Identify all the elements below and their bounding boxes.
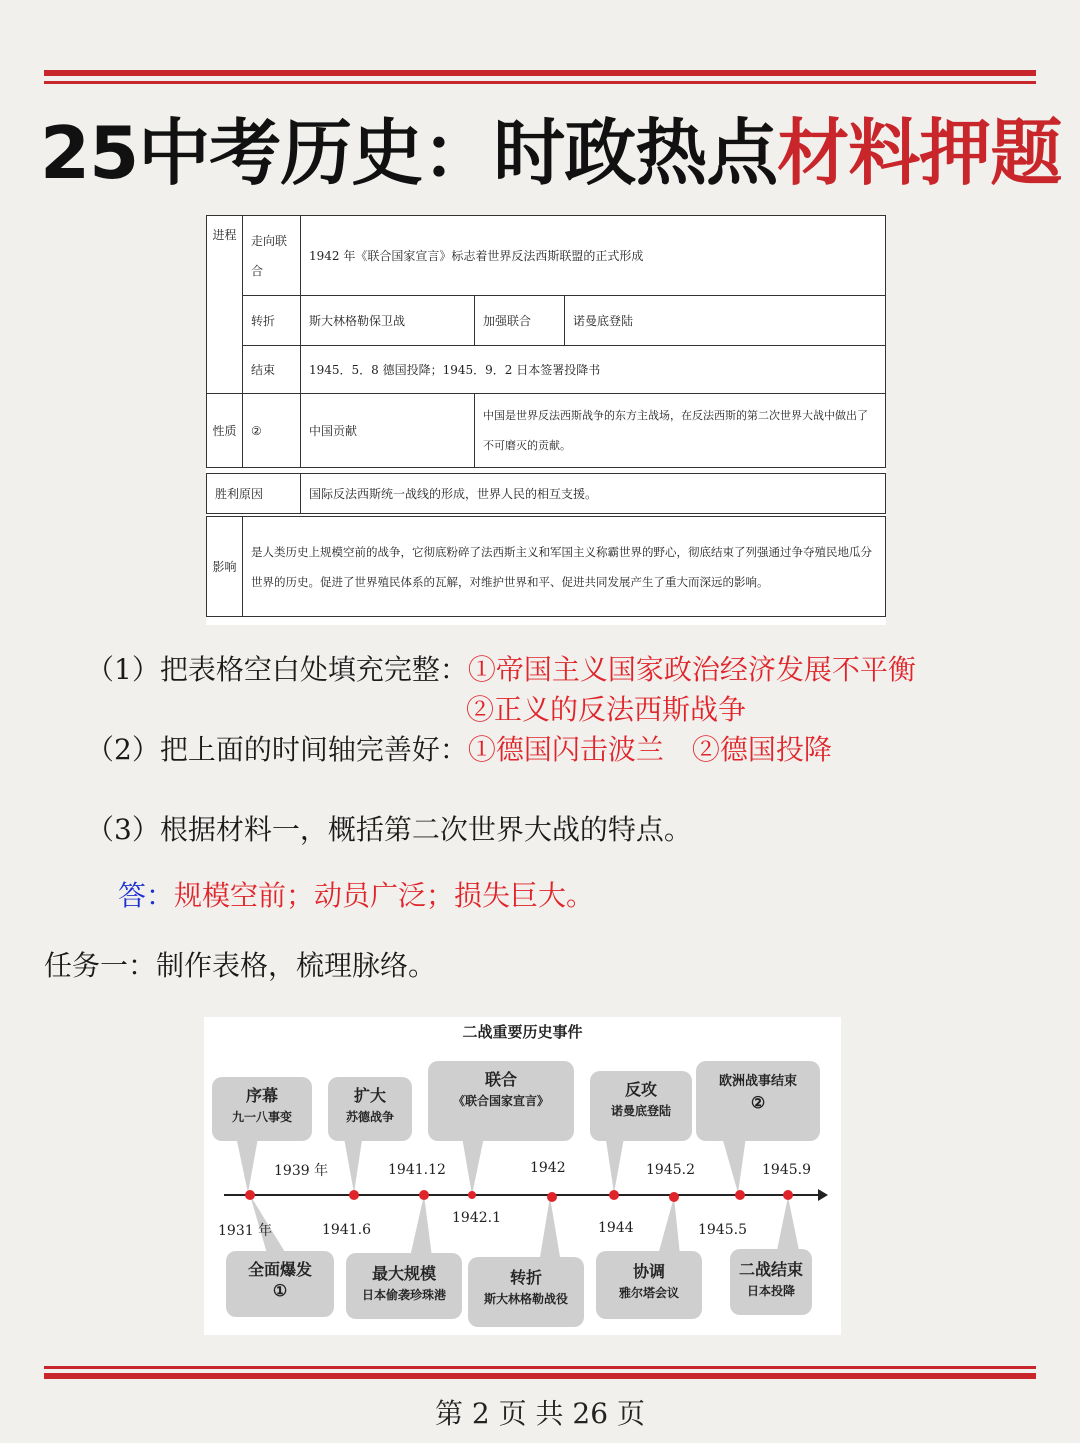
event-heading: 序幕 <box>245 1086 278 1105</box>
page-title <box>40 108 1062 198</box>
nature-blank: ② <box>243 394 301 468</box>
event-heading: 反攻 <box>624 1080 657 1099</box>
q2-prompt: （2）把上面的时间轴完善好： <box>86 733 468 766</box>
event-bubble <box>468 1257 584 1327</box>
nature-label: 性质 <box>207 394 243 468</box>
question-2 <box>86 730 832 770</box>
row-cell: 加强联合 <box>475 296 565 346</box>
event-heading: 最大规模 <box>371 1264 436 1283</box>
title-highlight: 材料押题 <box>777 111 1062 195</box>
timeline-figure <box>204 1017 841 1335</box>
row-content: 1945．5．8 德国投降；1945．9．2 日本签署投降书 <box>301 346 886 394</box>
answer-label: 答： <box>118 879 175 912</box>
event-heading: 二战结束 <box>738 1260 803 1279</box>
event-bubble <box>328 1077 412 1141</box>
process-label: 进程 <box>207 216 243 394</box>
event-bubble <box>212 1077 312 1141</box>
row-cell: 斯大林格勒保卫战 <box>301 296 475 346</box>
date-label: 1945.2 <box>646 1162 695 1178</box>
date-label: 1941.6 <box>322 1222 371 1238</box>
row-content: 1942 年《联合国家宣言》标志着世界反法西斯联盟的正式形成 <box>301 216 886 296</box>
top-rule-thin <box>44 81 1036 84</box>
row-label: 走向联合 <box>243 216 301 296</box>
q2-answer: ①德国闪击波兰 ②德国投降 <box>467 733 832 766</box>
task-heading: 任务一：制作表格，梳理脉络。 <box>44 949 437 982</box>
answer-text: 规模空前；动员广泛；损失巨大。 <box>174 879 595 912</box>
event-detail: 九一八事变 <box>231 1110 292 1124</box>
table-row <box>207 216 886 296</box>
page-indicator: 第 2 页 共 26 页 <box>435 1397 645 1430</box>
q1-answer-2: ②正义的反法西斯战争 <box>466 693 747 726</box>
row-label: 转折 <box>243 296 301 346</box>
event-heading: 全面爆发 <box>247 1260 312 1279</box>
question-3: （3）根据材料一，概括第二次世界大战的特点。 <box>86 813 692 846</box>
row-cell: 诺曼底登陆 <box>565 296 886 346</box>
date-label: 1941.12 <box>388 1162 446 1178</box>
top-rule-thick <box>44 70 1036 76</box>
date-label: 1945.9 <box>762 1162 811 1178</box>
event-bubble <box>346 1253 462 1319</box>
influence-label: 影响 <box>207 517 243 617</box>
event-heading: 协调 <box>632 1262 665 1281</box>
table-row <box>207 346 886 394</box>
date-label: 1944 <box>598 1220 634 1236</box>
date-label: 1931 年 <box>218 1223 273 1239</box>
victory-text: 国际反法西斯统一战线的形成，世界人民的相互支援。 <box>301 474 886 514</box>
event-detail: 苏德战争 <box>345 1110 394 1124</box>
event-detail: 日本偷袭珍珠港 <box>361 1288 446 1302</box>
date-label: 1942.1 <box>452 1210 501 1226</box>
history-table <box>206 215 886 625</box>
event-detail: ② <box>750 1093 766 1112</box>
date-label: 1942 <box>530 1160 566 1176</box>
table-row <box>207 474 886 514</box>
q1-answer-1: ①帝国主义国家政治经济发展不平衡 <box>467 653 916 686</box>
date-label: 1945.5 <box>698 1222 747 1238</box>
influence-text: 是人类历史上规模空前的战争，它彻底粉碎了法西斯主义和军国主义称霸世界的野心，彻底结束了列强通过争夺殖民地瓜分世界的历史。促进了世界殖民体系的瓦解，对维护世界和平、促进共同发展产生了重大而深远的影响。 <box>243 517 886 617</box>
table-row <box>207 296 886 346</box>
event-heading: 联合 <box>484 1070 517 1089</box>
event-bubble <box>590 1071 692 1141</box>
date-label: 1939 年 <box>274 1163 329 1179</box>
event-bubble <box>696 1061 820 1141</box>
victory-label: 胜利原因 <box>207 474 301 514</box>
table-influence <box>206 516 886 617</box>
event-bubble <box>596 1251 702 1319</box>
event-detail: 诺曼底登陆 <box>610 1104 671 1118</box>
timeline-title: 二战重要历史事件 <box>462 1023 583 1041</box>
event-detail: 日本投降 <box>746 1284 795 1298</box>
nature-text: 中国是世界反法西斯战争的东方主战场，在反法西斯的第二次世界大战中做出了不可磨灭的贡献。 <box>475 394 886 468</box>
event-bubble <box>730 1249 812 1315</box>
table-row <box>207 394 886 468</box>
event-heading: 扩大 <box>353 1086 386 1105</box>
bottom-rule-thick <box>44 1373 1036 1379</box>
title-main: 25中考历史：时政热点 <box>40 111 778 195</box>
table-top <box>206 215 886 468</box>
event-detail: ① <box>272 1281 288 1300</box>
q1-prompt: （1）把表格空白处填充完整： <box>86 653 468 686</box>
event-heading: 转折 <box>509 1268 542 1287</box>
event-heading: 欧洲战事结束 <box>718 1074 797 1089</box>
event-bubble <box>428 1061 574 1141</box>
event-bubble <box>226 1251 334 1317</box>
row-label: 结束 <box>243 346 301 394</box>
question-1 <box>86 650 916 690</box>
table-bottom <box>206 473 886 514</box>
event-detail: 雅尔塔会议 <box>618 1286 679 1300</box>
nature-cell: 中国贡献 <box>301 394 475 468</box>
answer-line <box>118 876 594 916</box>
table-row <box>207 517 886 617</box>
event-detail: 《联合国家宣言》 <box>452 1094 549 1108</box>
event-detail: 斯大林格勒战役 <box>483 1292 568 1306</box>
bottom-rule-thin <box>44 1366 1036 1369</box>
